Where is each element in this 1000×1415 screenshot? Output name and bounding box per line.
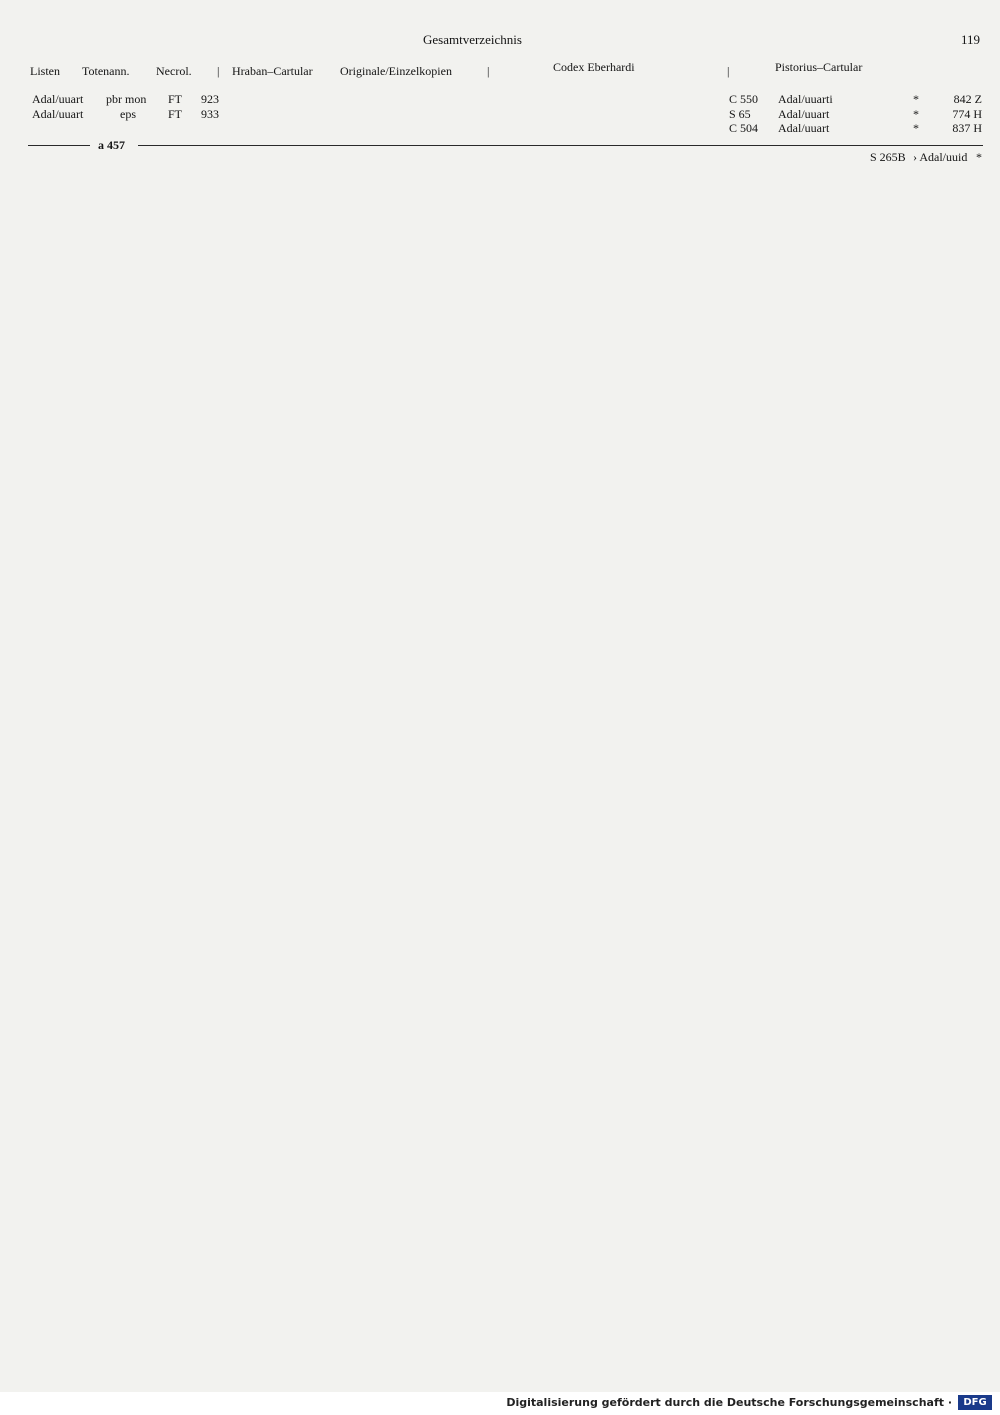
section-label: a 457 (98, 138, 125, 152)
register-cell: 837 H (952, 121, 982, 136)
register-cell: 842 Z (953, 92, 982, 106)
column-header: Pistorius–Cartular (775, 60, 863, 74)
register-cell: Adal/uuart (32, 106, 84, 121)
column-header: Listen (30, 64, 60, 78)
page-number: 119 (960, 32, 980, 47)
register-cell: FT (167, 92, 182, 106)
register-cell: * (913, 121, 919, 136)
register-cell: FT (167, 106, 182, 121)
dfg-logo: DFG (958, 1395, 992, 1410)
register-cell: * (913, 92, 919, 106)
footer-credit: Digitalisierung gefördert durch die Deutsche Forschungsgemeinschaft · (506, 1396, 952, 1409)
register-cell: › Adal/uuid (913, 150, 968, 164)
column-header: | (487, 64, 490, 78)
column-header: Hraban–Cartular (232, 64, 313, 78)
column-header: | (217, 64, 220, 78)
register-cell: S 265B (870, 150, 906, 164)
column-header: Originale/Einzelkopien (340, 64, 452, 78)
register-cell: 933 (201, 106, 219, 121)
register-cell: C 550 (729, 92, 759, 106)
register-cell: Adal/uuart (778, 106, 830, 121)
register-cell: Adal/uuart (778, 121, 830, 136)
column-header: | (727, 64, 730, 78)
register-cell: Adal/uuarti (778, 92, 833, 106)
page-title: Gesamtverzeichnis (423, 32, 522, 47)
register-cell: 923 (201, 92, 219, 106)
register-cell: pbr mon (106, 92, 147, 106)
register-cell: 774 H (952, 106, 982, 121)
section-rule-left (28, 145, 90, 146)
register-cell: * (913, 106, 919, 121)
register-cell: Adal/uuart (32, 92, 84, 106)
register-cell: eps (120, 106, 136, 121)
section-rule-right (138, 145, 983, 146)
footer-bar (0, 1392, 1000, 1415)
register-cell: C 504 (729, 121, 759, 136)
register-cell: S 65 (729, 106, 751, 121)
register-cell: * (976, 150, 982, 164)
column-header: Codex Eberhardi (553, 60, 635, 74)
column-header: Necrol. (156, 64, 192, 78)
column-header: Totenann. (82, 64, 130, 78)
